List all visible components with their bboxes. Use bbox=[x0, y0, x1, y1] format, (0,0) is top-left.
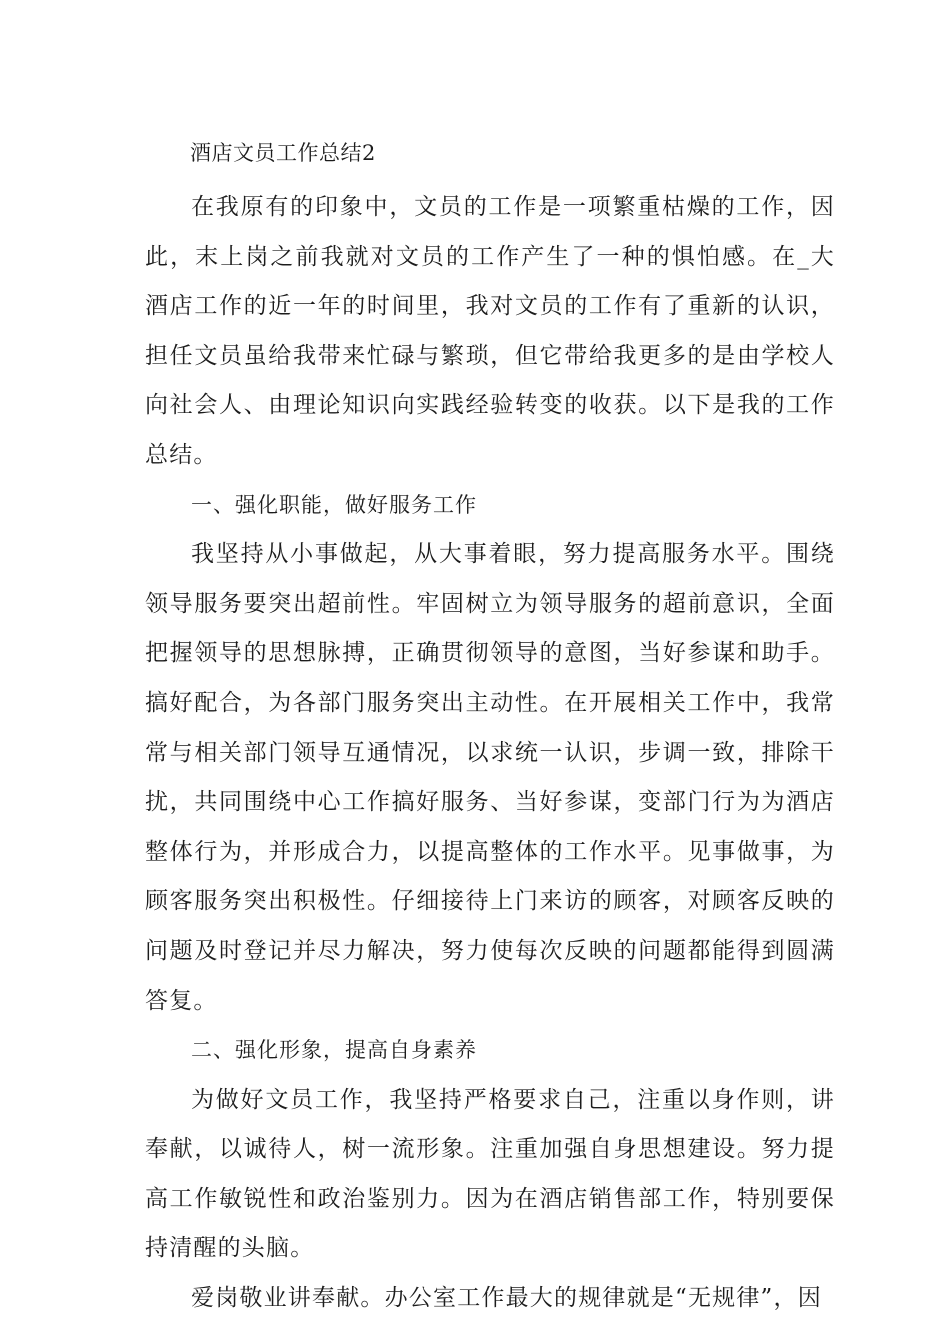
document-title: 酒店文员工作总结2 bbox=[190, 141, 376, 165]
document-body bbox=[145, 183, 835, 1324]
paragraph-image: 为做好文员工作，我坚持严格要求自己，注重以身作则，讲奉献，以诚待人，树一流形象。注重加强自身思想建设。努力提高工作敏锐性和政治鉴别力。因为在酒店销售部工作，特别要保持清醒的头脑。 bbox=[145, 1086, 835, 1262]
paragraph-dedication: 爱岗敬业讲奉献。办公室工作最大的规律就是“无规律”，因 bbox=[191, 1285, 822, 1312]
section-heading-1: 一、强化职能，做好服务工作 bbox=[191, 492, 477, 517]
section-heading-2: 二、强化形象，提高自身素养 bbox=[191, 1038, 477, 1063]
paragraph-service: 我坚持从小事做起，从大事着眼，努力提高服务水平。围绕领导服务要突出超前性。牢固树立为领导服务的超前意识，全面把握领导的思想脉搏，正确贯彻领导的意图，当好参谋和助手。搞好配合，为各部门服务突出主动性。在开展相关工作中，我常常与相关部门领导互通情况，以求统一认识，步调一致，排除干扰，共同围绕中心工作搞好服务、当好参谋，变部门行为为酒店整体行为，并形成合力，以提高整体的工作水平。见事做事，为顾客服务突出积极性。仔细接待上门来访的顾客，对顾客反映的问题及时登记并尽力解决，努力使每次反映的问题都能得到圆满答复。 bbox=[145, 541, 835, 1014]
paragraph-intro: 在我原有的印象中，文员的工作是一项繁重枯燥的工作，因此，末上岗之前我就对文员的工作产生了一种的惧怕感。在_大酒店工作的近一年的时间里，我对文员的工作有了重新的认识，担任文员虽给我带来忙碌与繁琐，但它带给我更多的是由学校人向社会人、由理论知识向实践经验转变的收获。以下是我的工作总结。 bbox=[145, 194, 835, 468]
